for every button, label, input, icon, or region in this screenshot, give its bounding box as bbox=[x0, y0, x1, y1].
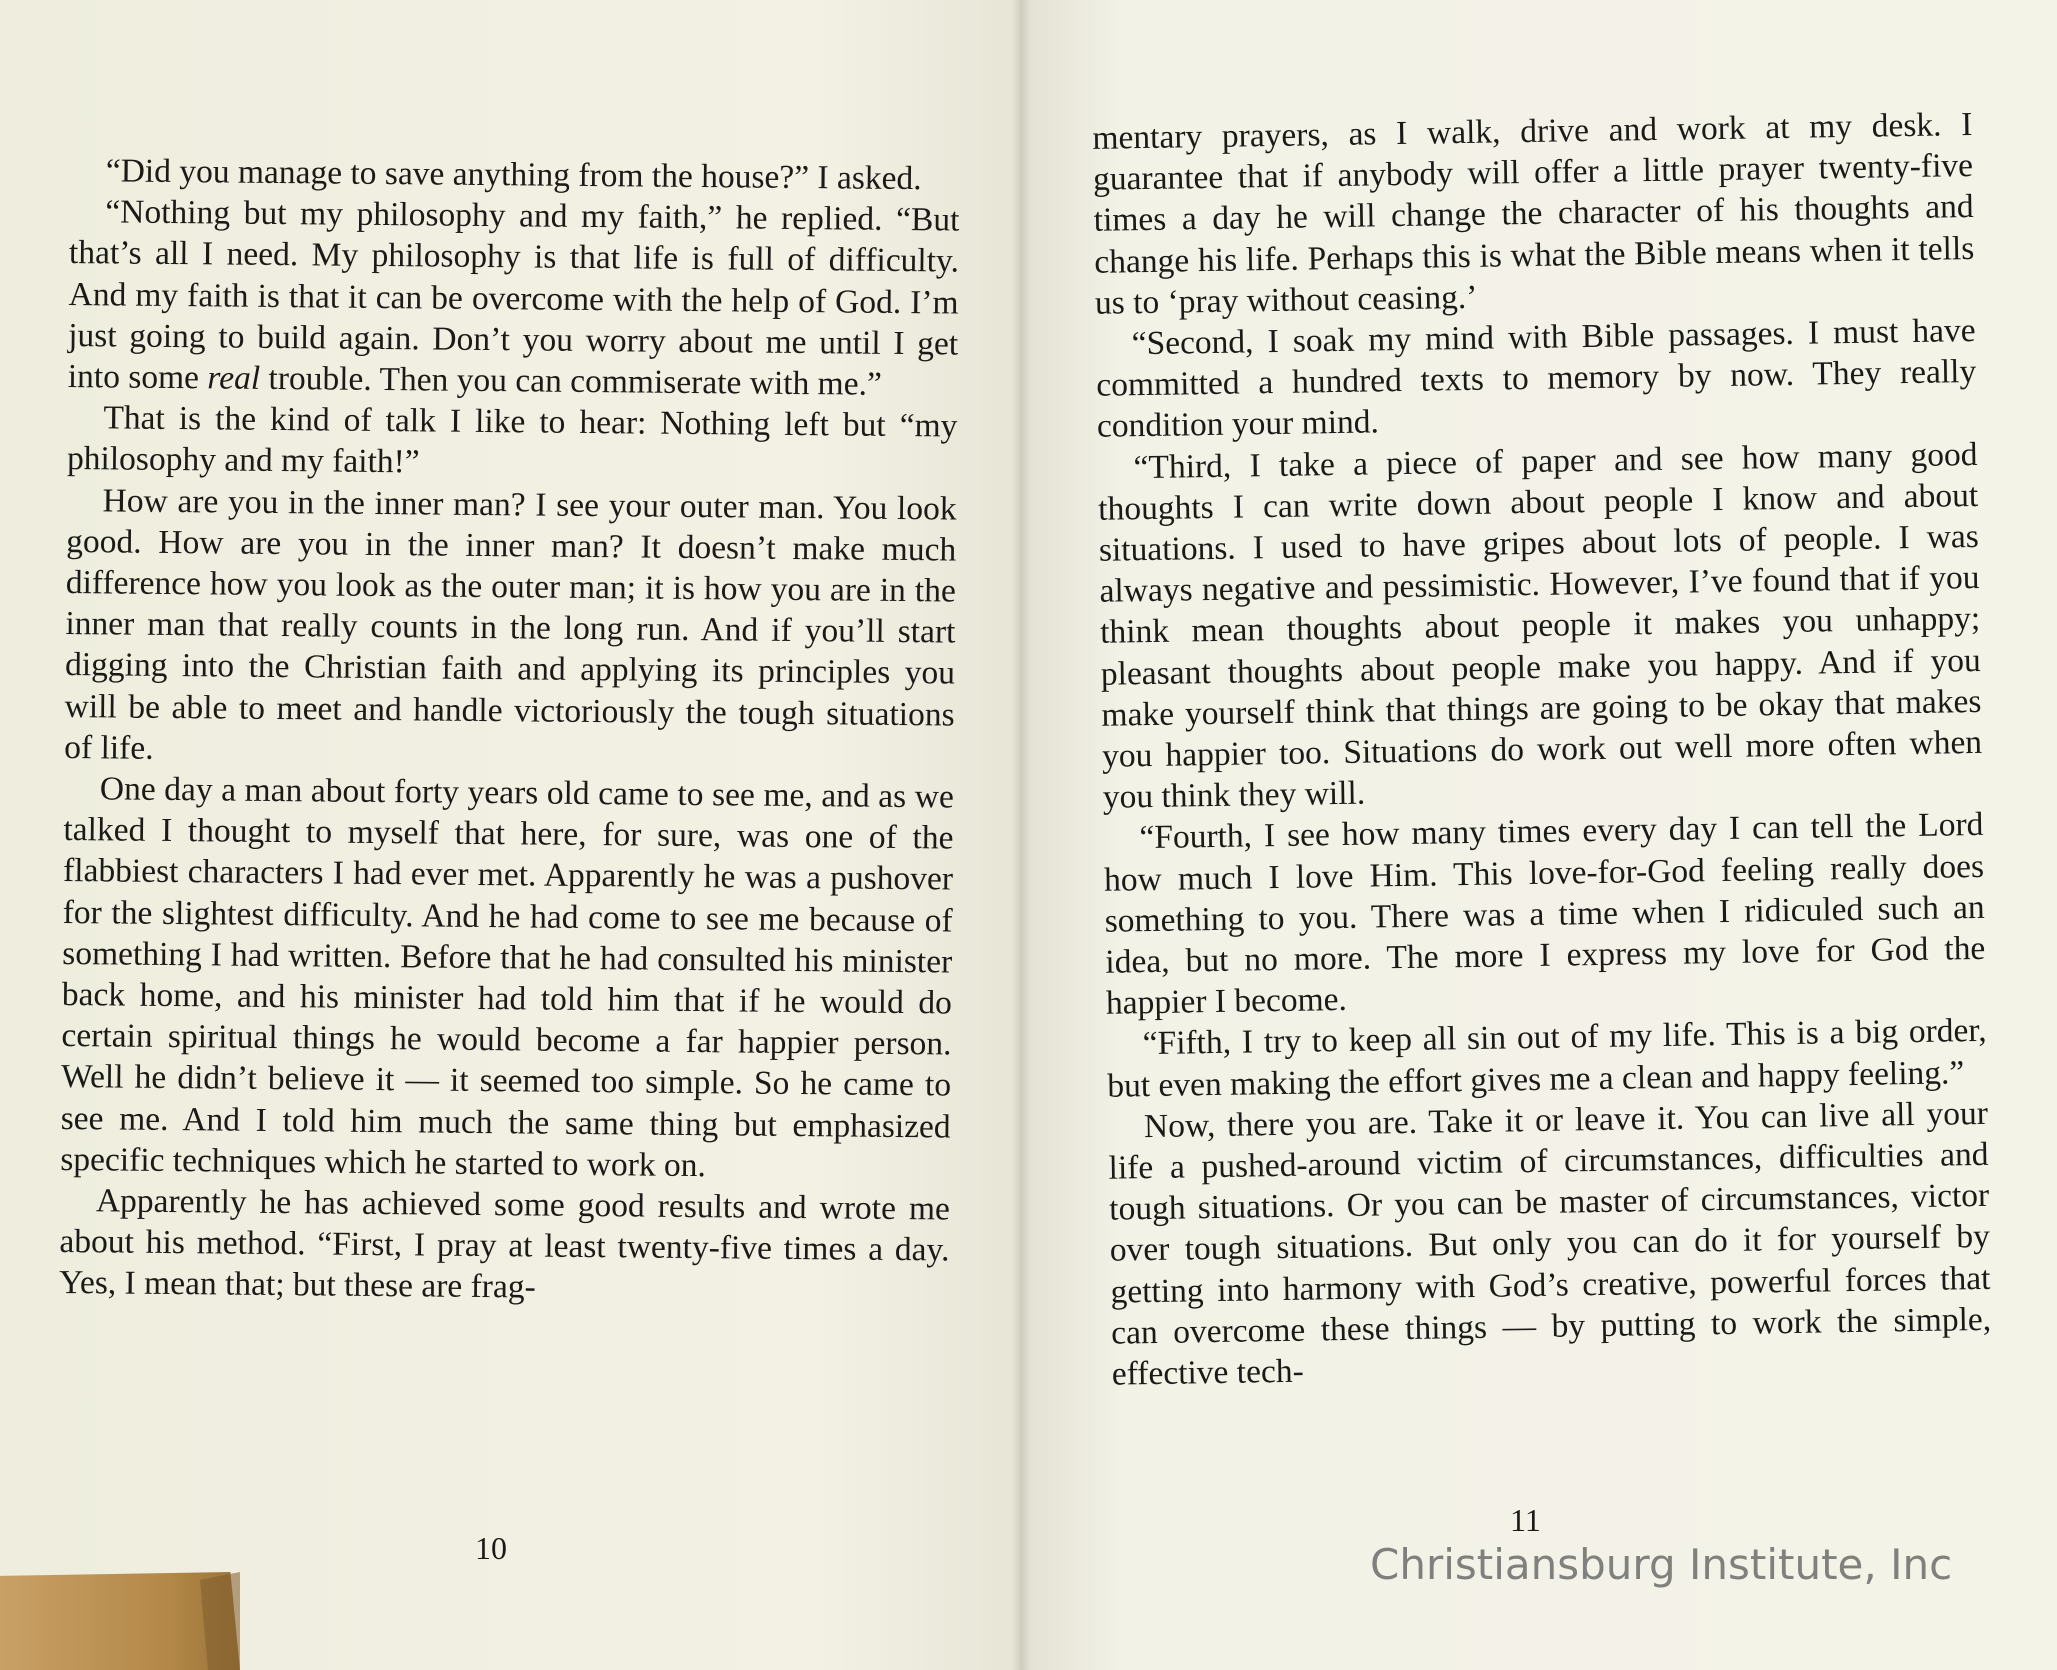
paragraph: “Third, I take a piece of paper and see how many good thoughts I can write down about people I know and about situations. I used to have gripes about lots of people. I was always negative and pessimistic. However, I’ve found that if you think mean thoughts about people it makes you unhappy; pleasant thoughts about people make you happy. And if you make yourself think that things are going to be okay that makes you happier too. Situations do work out well more often when you think they will. bbox=[1097, 435, 1983, 816]
paragraph: How are you in the inner man? I see your outer man. You look good. How are you in the inner man? It doesn’t make much difference how you look as the outer man; it is how you are in the inner man that really counts in the long run. And if you’ll start digging into the Christian faith and applying its principles you will be able to meet and handle victoriously the tough situations of life. bbox=[64, 481, 957, 767]
right-page-text bbox=[1092, 104, 1992, 1395]
watermark-text: Christiansburg Institute, Inc bbox=[1370, 1540, 1953, 1589]
paragraph: “Fifth, I try to keep all sin out of my life. This is a big order, but even making the effort gives me a clean and happy feeling.” bbox=[1107, 1012, 1987, 1105]
left-page bbox=[0, 0, 1020, 1670]
left-page-text bbox=[59, 150, 960, 1312]
book-gutter bbox=[1012, 0, 1030, 1670]
paragraph: That is the kind of talk I like to hear: Nothing left but “my philosophy and my faith!” bbox=[66, 399, 958, 481]
paragraph-text: trouble. Then you can commiserate with me.” bbox=[259, 359, 883, 403]
paragraph: “Second, I soak my mind with Bible passages. I must have committed a hundred texts to memory by now. They really condition your mind. bbox=[1096, 311, 1977, 446]
paragraph: mentary prayers, as I walk, drive and work at my desk. I guarantee that if anybody will offer a little prayer twenty-five times a day he will change the character of his thoughts and change his life. Perhaps this is what the Bible means when it tells us to ‘pray without ceasing.’ bbox=[1092, 105, 1975, 322]
paragraph-text: “Nothing but my philosophy and my faith,” he replied. “But that’s all I need. My philosophy is that life is full of difficulty. And my faith is that it can be overcome with the help of God. I’m just going to build again. Don’t you worry about me until I get into some bbox=[67, 193, 960, 397]
paragraph: One day a man about forty years old came to see me, and as we talked I thought to myself that here, for sure, was one of the flabbiest characters I had ever met. Apparently he was a pushover for the slightest difficulty. And he had come to see me because of something I had written. Before that he had consulted his minister back home, and his minister had told him that if he would do certain spiritual things he would become a far happier person. Well he didn’t believe it — it seemed too simple. So he came to see me. And I told him much the same thing but emphasized specific techniques which he started to work on. bbox=[60, 770, 955, 1185]
paragraph: “Did you manage to save anything from the house?” I asked. bbox=[105, 152, 922, 198]
paragraph: Now, there you are. Take it or leave it. You can live all your life a pushed-around victim of circumstances, difficulties and tough situations. Or you can be master of circumstances, victor over tough situations. But only you can do it for yourself by getting into harmony with God’s creative, powerful forces that can overcome these things — by putting to work the simple, effective tech- bbox=[1108, 1094, 1992, 1393]
paragraph: “Fourth, I see how many times every day I can tell the Lord how much I love Him. This love-for-God feeling really does something to you. There was a time when I ridiculed such an idea, but no more. The more I express my love for God the happier I become. bbox=[1103, 806, 1986, 1022]
paragraph bbox=[68, 191, 960, 406]
page-number: 10 bbox=[475, 1530, 507, 1566]
page-number: 11 bbox=[1510, 1502, 1541, 1538]
emphasis-text: real bbox=[207, 359, 261, 397]
paragraph: Apparently he has achieved some good results and wrote me about his method. “First, I pray at least twenty-five times a day. Yes, I mean that; but these are frag- bbox=[58, 1182, 951, 1307]
